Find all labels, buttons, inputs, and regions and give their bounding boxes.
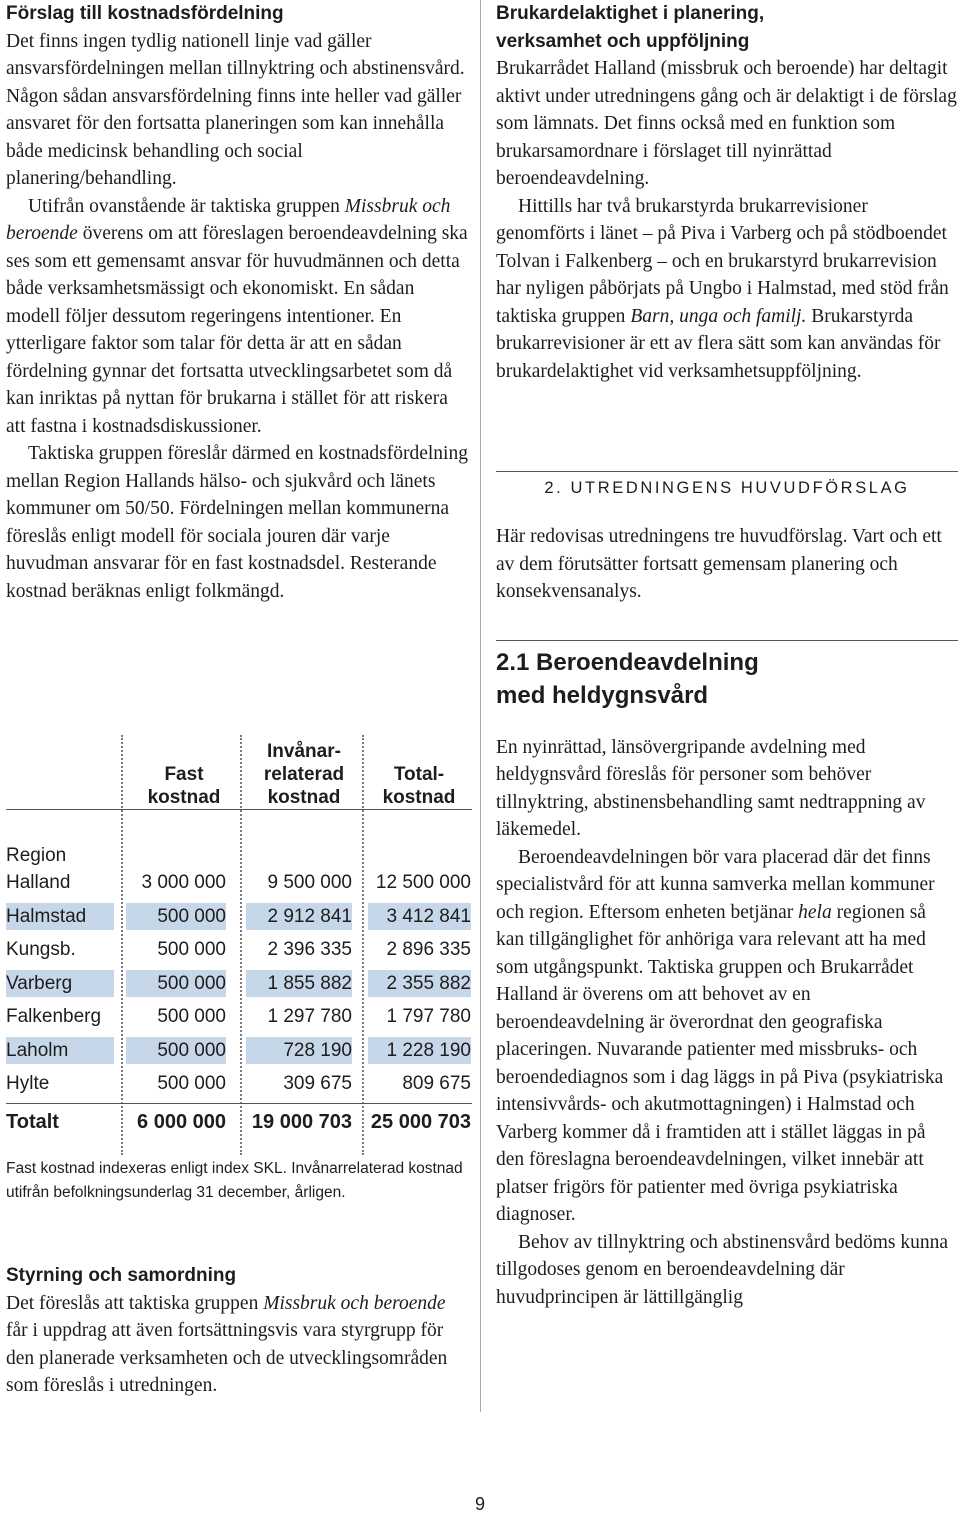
table-total-rule [6, 1103, 472, 1104]
emphasis-hela: hela [798, 901, 832, 923]
right-column [496, 0, 958, 1311]
section-heading-styrning: Styrning och samordning [6, 1265, 237, 1286]
page-number: 9 [474, 1494, 485, 1514]
paragraph-gemensamt-ansvar: Utifrån ovanstående är taktiska gruppen Missbruk och beroende överens om att föreslagen beroendeavdelning ska ses som ett gemensamt ansvar för huvudmännen och detta både verksamhetsmässigt och ekonomiskt. En sådan modell följer dessutom regeringens intentioner. En ytterligare faktor som talar för detta är att en sådan fördelning gynnar det fortsatta utvecklingsarbetet som då kan inriktas på nyttan för brukarna i stället för att riskera att fastna i kostnadsdiskussioner. [6, 195, 468, 437]
section-heading-brukardelaktighet: Brukardelaktighet i planering, verksamhet och uppföljning [496, 3, 765, 52]
table-header-fast: Fast kostnad [147, 764, 221, 808]
subsection-heading-beroendeavdelning: 2.1 Beroendeavdelning med heldygnsvård [496, 648, 759, 709]
table-row: Laholm 500 000 728 190 1 228 190 [6, 1037, 472, 1064]
table-row: Kungsb. 500 000 2 396 335 2 896 335 [6, 939, 471, 960]
table-row: Hylte 500 000 309 675 809 675 [6, 1073, 471, 1094]
table-header-total: Total- kostnad [382, 764, 456, 808]
paragraph-brukarrevisioner: Hittills har två brukarstyrda brukarrevisioner genomförts i länet – på Piva i Varberg och på stödboendet Tolvan i Falkenberg – och en brukarstyrd brukarrevision har nyligen påbörjats på Ungbo i Halmstad, med stöd från taktiska gruppen Barn, unga och familj. Brukarstyrda brukarrevisioner är ett av flera sätt som kan användas för brukardelaktighet vid verksamhetsuppföljning. [496, 195, 949, 382]
section-rule [496, 471, 958, 472]
group-name-emphasis: Missbruk och beroende [263, 1292, 446, 1314]
group-name-emphasis: Barn, unga och familj. [630, 305, 807, 327]
table-row: Halmstad 500 000 2 912 841 3 412 841 [6, 903, 472, 930]
paragraph-styrgrupp: Det föreslås att taktiska gruppen Missbruk och beroende får i uppdrag att även fortsättningsvis vara styrgrupp för den planerade verksamheten och de utvecklingsområden som föreslås i utredningen. [6, 1292, 448, 1396]
section-heading-kostnadsfordelning: Förslag till kostnadsfördelning [6, 3, 284, 24]
table-row: Falkenberg 500 000 1 297 780 1 797 780 [6, 1006, 471, 1027]
group-name-emphasis: Missbruk och beroende [6, 195, 451, 244]
table-total-row: Totalt 6 000 000 19 000 703 25 000 703 [6, 1111, 471, 1133]
table-header-rule [6, 809, 472, 810]
table-row: Halland 3 000 000 9 500 000 12 500 000 [6, 872, 471, 893]
column-divider [480, 0, 481, 1412]
paragraph-kostnadsfordelning-5050: Taktiska gruppen föreslår därmed en kostnadsfördelning mellan Region Hallands hälso- och sjukvård och länets kommuner om 50/50. Fördelningen mellan kommunerna föreslås enligt modell för sociala jouren där varje huvudman ansvarar för en fast kostnadsdel. Resterande kostnad beräknas enligt folkmängd. [6, 443, 468, 602]
paragraph-placering: Beroendeavdelningen bör vara placerad där det finns specialistvård för att kunna samverka mellan kommuner och region. Eftersom enheten betjänar hela regionen så kan tillgänglighet för anhöriga vara relevant att ha med som utgångspunkt. Taktiska gruppen och Brukarrådet Halland är överens om att behovet av en beroendeavdelning är överordnat den geografiska placeringen. Nuvarande patienter med missbruks- och beroendediagnos som i dag läggs in på Piva (psykiatriska intensivvårds- och akutmottagningen) i Halmstad och Varberg kommer då i framtiden att i stället läggas in på den föreslagna beroendeavdelningen, vilket innebär att platser frigörs för patienter med övriga psykiatriska diagnoser. [496, 846, 944, 1225]
left-column [6, 0, 472, 605]
chapter-title-huvudforslag: 2. UTREDNINGENS HUVUDFÖRSLAG [544, 479, 910, 497]
paragraph-brukarradet: Brukarrådet Halland (missbruk och beroende) har deltagit aktivt under utredningens gång och är delaktigt i de förslag som lämnats. Det finns också med en funktion som brukarsamordnare i förslaget till nyinrättad beroendeavdelning. [496, 58, 957, 189]
section-rule [496, 640, 958, 641]
styrning-section [6, 1262, 472, 1400]
row-label-region: Region [6, 845, 67, 866]
table-footnote: Fast kostnad indexeras enligt index SKL. Invånarrelaterad kostnad utifrån befolkningsunderlag 31 december, årligen. [6, 1160, 463, 1201]
paragraph-ansvarsfordelning: Det finns ingen tydlig nationell linje vad gäller ansvarsfördelningen mellan tillnyktring och abstinensvård. Någon sådan ansvarsfördelning finns inte heller vad gäller ansvaret för den fortsatta planeringen som kan innehålla både medicinsk behandling och social planering/behandling. [6, 30, 465, 189]
paragraph-huvudforslag-intro: Här redovisas utredningens tre huvudförslag. Vart och ett av dem förutsätter fortsatt gemensam planering och konsekvensanalys. [496, 526, 942, 602]
table-row: Varberg 500 000 1 855 882 2 355 882 [6, 970, 472, 997]
paragraph-nyinrattad-avdelning: En nyinrättad, länsövergripande avdelning med heldygnsvård föreslås för personer som behöver tillnyktring, abstinensbehandling samt nedtrappning av läkemedel. [496, 736, 926, 840]
paragraph-tillnyktring-behov: Behov av tillnyktring och abstinensvård bedöms kunna tillgodoses genom en beroendeavdelning där huvudprincipen är lättillgänglig [496, 1231, 949, 1308]
table-header-invanarrelaterad: Invånar- relaterad kostnad [263, 741, 345, 808]
